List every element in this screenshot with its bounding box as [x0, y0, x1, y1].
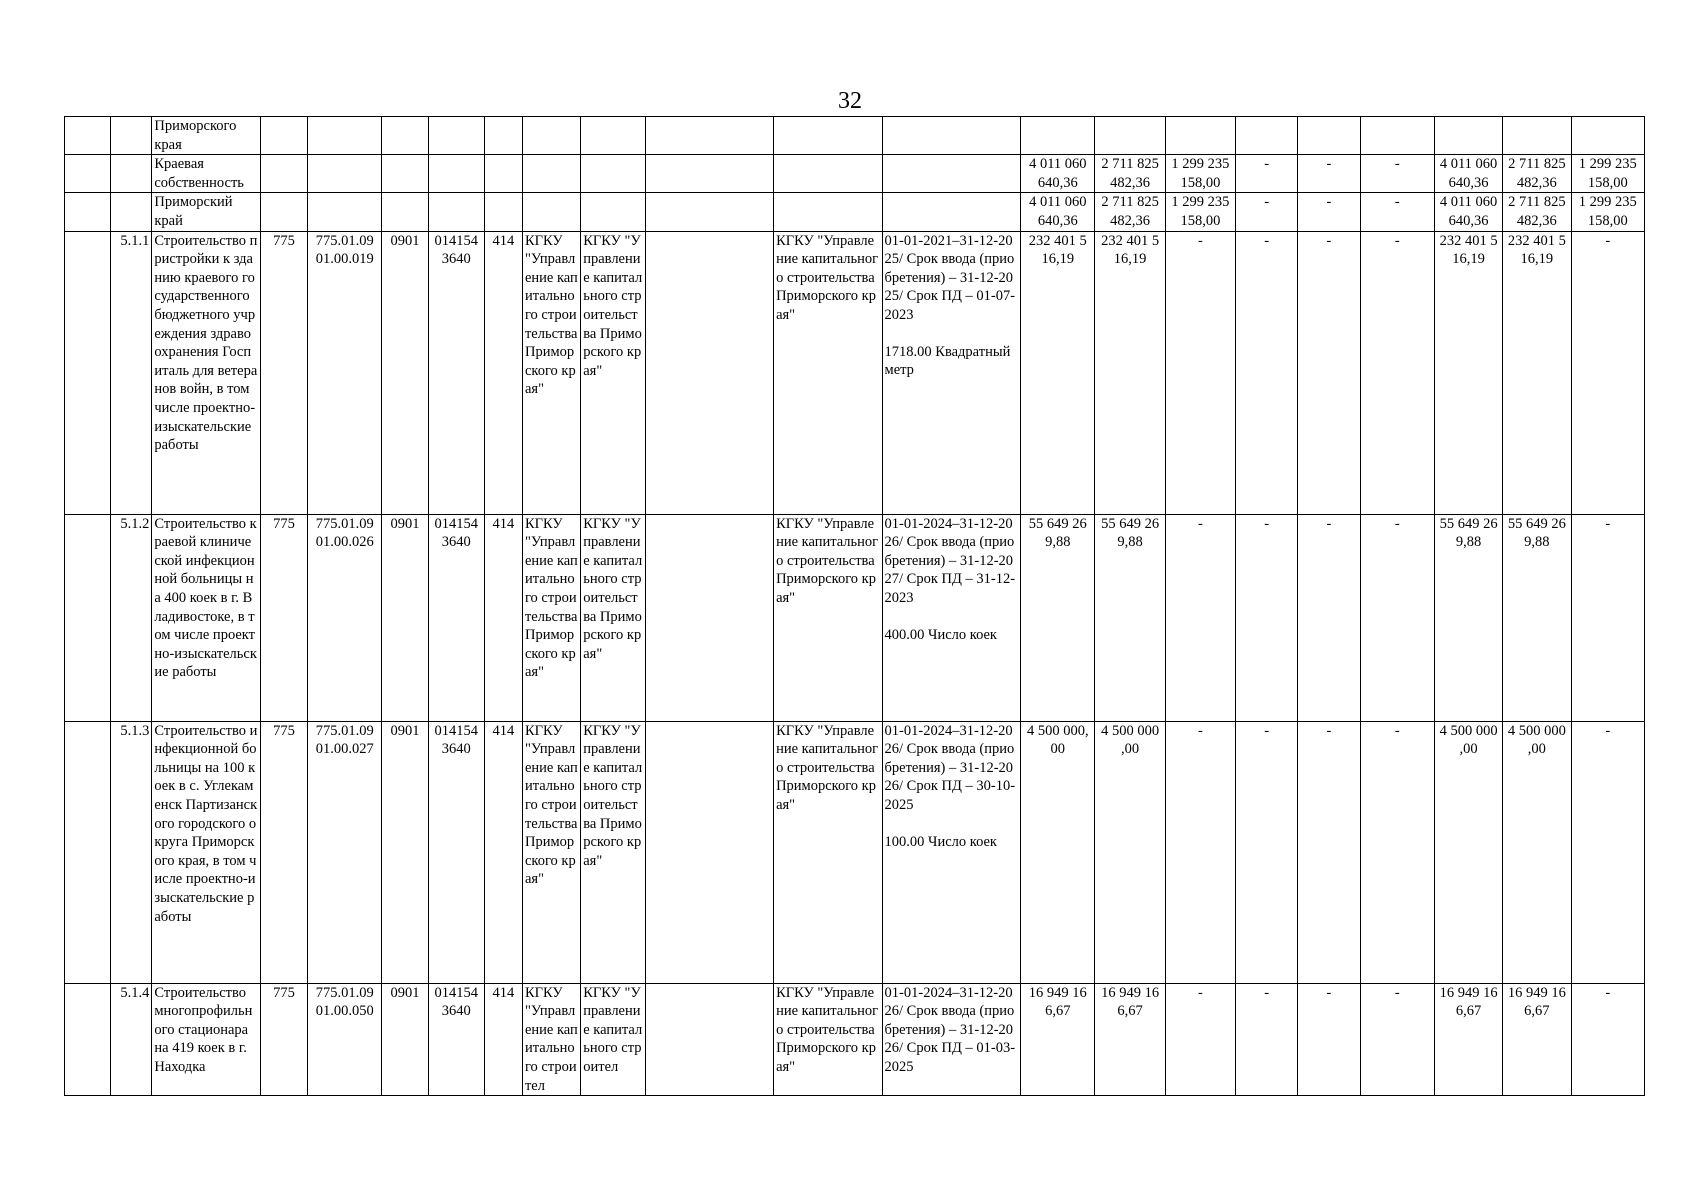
- table-row: [65, 983, 1645, 1096]
- code-cell: 775: [260, 721, 307, 983]
- row-name: Краевая собственность: [152, 155, 260, 193]
- value-cell: -: [1360, 155, 1434, 193]
- value-cell: 16 949 16 6,67: [1434, 983, 1502, 1096]
- summary-row: [65, 117, 1645, 155]
- item-name: Строительство краевой клинической инфекционной больницы на 400 коек в г. Владивостоке, в том числе проектно-изыскательские работы: [152, 514, 260, 721]
- capacity-text: 1718.00 Квадратный метр: [884, 343, 1011, 379]
- blank-cell: [645, 721, 774, 983]
- code-cell: 0901: [382, 983, 428, 1096]
- code-cell: 775: [260, 983, 307, 1096]
- terms-cell: [882, 231, 1021, 514]
- value-cell: 2 711 825 482,36: [1095, 155, 1165, 193]
- code-cell: 414: [484, 983, 522, 1096]
- value-cell: 4 500 000 ,00: [1503, 721, 1571, 983]
- code-cell: 775.01.09 01.00.027: [308, 721, 382, 983]
- code-cell: 414: [484, 231, 522, 514]
- value-cell: 55 649 26 9,88: [1503, 514, 1571, 721]
- code-cell: 0901: [382, 231, 428, 514]
- value-cell: 16 949 16 6,67: [1095, 983, 1165, 1096]
- customer-cell: КГКУ "Управление капитального строительства Приморского края": [774, 721, 882, 983]
- org-cell: КГКУ "Управление капитального строительства Приморского края": [581, 514, 645, 721]
- org-cell: КГКУ "Управление капитального строител: [581, 983, 645, 1096]
- code-cell: 014154 3640: [428, 231, 484, 514]
- table-row: [65, 231, 1645, 514]
- value-cell: -: [1165, 231, 1235, 514]
- value-cell: 4 500 000, 00: [1021, 721, 1095, 983]
- row-name: Приморского края: [152, 117, 260, 155]
- item-number: 5.1.4: [111, 983, 152, 1096]
- blank-cell: [645, 231, 774, 514]
- item-name: Строительство многопрофильного стационара на 419 коек в г. Находка: [152, 983, 260, 1096]
- value-cell: 1 299 235 158,00: [1571, 193, 1644, 231]
- value-cell: 16 949 16 6,67: [1503, 983, 1571, 1096]
- value-cell: -: [1360, 231, 1434, 514]
- org-cell: КГКУ "Управление капитального строительства Приморского края": [522, 721, 580, 983]
- table-row: [65, 514, 1645, 721]
- value-cell: 4 500 000 ,00: [1095, 721, 1165, 983]
- customer-cell: КГКУ "Управление капитального строительства Приморского края": [774, 514, 882, 721]
- value-cell: 2 711 825 482,36: [1503, 155, 1571, 193]
- item-name: Строительство инфекционной больницы на 100 коек в с. Углекаменск Партизанского городского округа Приморского края, в том числе проектно-изыскательские работы: [152, 721, 260, 983]
- cell: [111, 117, 152, 155]
- value-cell: [1165, 117, 1235, 155]
- org-cell: КГКУ "Управление капитального строител: [522, 983, 580, 1096]
- blank-cell: [645, 983, 774, 1096]
- cell: [65, 117, 111, 155]
- value-cell: -: [1236, 983, 1298, 1096]
- value-cell: 1 299 235 158,00: [1571, 155, 1644, 193]
- code-cell: 775.01.09 01.00.026: [308, 514, 382, 721]
- value-cell: -: [1236, 721, 1298, 983]
- org-cell: КГКУ "Управление капитального строительства Приморского края": [522, 231, 580, 514]
- value-cell: [1360, 117, 1434, 155]
- org-cell: КГКУ "Управление капитального строительства Приморского края": [581, 231, 645, 514]
- value-cell: -: [1298, 983, 1360, 1096]
- terms-cell: [882, 721, 1021, 983]
- code-cell: 775.01.09 01.00.019: [308, 231, 382, 514]
- value-cell: [1503, 117, 1571, 155]
- value-cell: -: [1165, 721, 1235, 983]
- value-cell: 4 011 060 640,36: [1434, 193, 1502, 231]
- code-cell: 0901: [382, 514, 428, 721]
- value-cell: -: [1571, 983, 1644, 1096]
- value-cell: 2 711 825 482,36: [1503, 193, 1571, 231]
- code-cell: 014154 3640: [428, 514, 484, 721]
- value-cell: 232 401 5 16,19: [1095, 231, 1165, 514]
- item-number: 5.1.2: [111, 514, 152, 721]
- code-cell: 775.01.09 01.00.050: [308, 983, 382, 1096]
- value-cell: -: [1165, 514, 1235, 721]
- table-row: [65, 721, 1645, 983]
- value-cell: -: [1298, 721, 1360, 983]
- budget-table: [64, 116, 1645, 1096]
- terms-text: 01-01-2024–31-12-2026/ Срок ввода (приобретения) – 31-12-2026/ Срок ПД – 01-03-2025: [884, 984, 1016, 1075]
- value-cell: 4 011 060 640,36: [1021, 155, 1095, 193]
- customer-cell: КГКУ "Управление капитального строительства Приморского края": [774, 983, 882, 1096]
- code-cell: 014154 3640: [428, 983, 484, 1096]
- value-cell: -: [1298, 514, 1360, 721]
- item-number: 5.1.1: [111, 231, 152, 514]
- value-cell: -: [1298, 155, 1360, 193]
- code-cell: 775: [260, 514, 307, 721]
- code-cell: 414: [484, 514, 522, 721]
- value-cell: 16 949 16 6,67: [1021, 983, 1095, 1096]
- value-cell: [1236, 117, 1298, 155]
- terms-text: 01-01-2021–31-12-2025/ Срок ввода (приобретения) – 31-12-2025/ Срок ПД – 01-07-2023: [884, 232, 1016, 323]
- row-name: Приморский край: [152, 193, 260, 231]
- value-cell: 55 649 26 9,88: [1434, 514, 1502, 721]
- code-cell: 775: [260, 231, 307, 514]
- value-cell: -: [1236, 231, 1298, 514]
- value-cell: -: [1298, 231, 1360, 514]
- value-cell: 55 649 26 9,88: [1095, 514, 1165, 721]
- value-cell: 4 011 060 640,36: [1434, 155, 1502, 193]
- value-cell: -: [1360, 193, 1434, 231]
- value-cell: -: [1360, 983, 1434, 1096]
- terms-cell: [882, 983, 1021, 1096]
- value-cell: 1 299 235 158,00: [1165, 193, 1235, 231]
- value-cell: [1021, 117, 1095, 155]
- code-cell: 414: [484, 721, 522, 983]
- terms-text: 01-01-2024–31-12-2026/ Срок ввода (приобретения) – 31-12-2026/ Срок ПД – 30-10-2025: [884, 722, 1016, 813]
- value-cell: -: [1236, 514, 1298, 721]
- value-cell: -: [1360, 721, 1434, 983]
- value-cell: [1095, 117, 1165, 155]
- value-cell: 232 401 5 16,19: [1434, 231, 1502, 514]
- item-name: Строительство пристройки к зданию краевого государственного бюджетного учреждения здравоохранения Госпиталь для ветеранов войн, в том числе проектно-изыскательские работы: [152, 231, 260, 514]
- value-cell: -: [1571, 231, 1644, 514]
- blank-cell: [645, 514, 774, 721]
- value-cell: -: [1571, 514, 1644, 721]
- capacity-text: 100.00 Число коек: [884, 833, 997, 850]
- customer-cell: КГКУ "Управление капитального строительства Приморского края": [774, 231, 882, 514]
- code-cell: 014154 3640: [428, 721, 484, 983]
- value-cell: -: [1571, 721, 1644, 983]
- value-cell: 1 299 235 158,00: [1165, 155, 1235, 193]
- value-cell: 2 711 825 482,36: [1095, 193, 1165, 231]
- value-cell: [1434, 117, 1502, 155]
- terms-text: 01-01-2024–31-12-2026/ Срок ввода (приобретения) – 31-12-2027/ Срок ПД – 31-12-2023: [884, 515, 1016, 606]
- value-cell: -: [1165, 983, 1235, 1096]
- value-cell: [1571, 117, 1644, 155]
- capacity-text: 400.00 Число коек: [884, 626, 997, 643]
- value-cell: 4 500 000 ,00: [1434, 721, 1502, 983]
- summary-row: [65, 155, 1645, 193]
- value-cell: 4 011 060 640,36: [1021, 193, 1095, 231]
- code-cell: 0901: [382, 721, 428, 983]
- summary-row: [65, 193, 1645, 231]
- value-cell: -: [1360, 514, 1434, 721]
- value-cell: -: [1298, 193, 1360, 231]
- org-cell: КГКУ "Управление капитального строительства Приморского края": [522, 514, 580, 721]
- value-cell: -: [1236, 155, 1298, 193]
- value-cell: -: [1236, 193, 1298, 231]
- value-cell: 232 401 5 16,19: [1503, 231, 1571, 514]
- value-cell: 232 401 5 16,19: [1021, 231, 1095, 514]
- value-cell: 55 649 26 9,88: [1021, 514, 1095, 721]
- page-number: 32: [838, 88, 862, 114]
- org-cell: КГКУ "Управление капитального строительства Приморского края": [581, 721, 645, 983]
- item-number: 5.1.3: [111, 721, 152, 983]
- terms-cell: [882, 514, 1021, 721]
- value-cell: [1298, 117, 1360, 155]
